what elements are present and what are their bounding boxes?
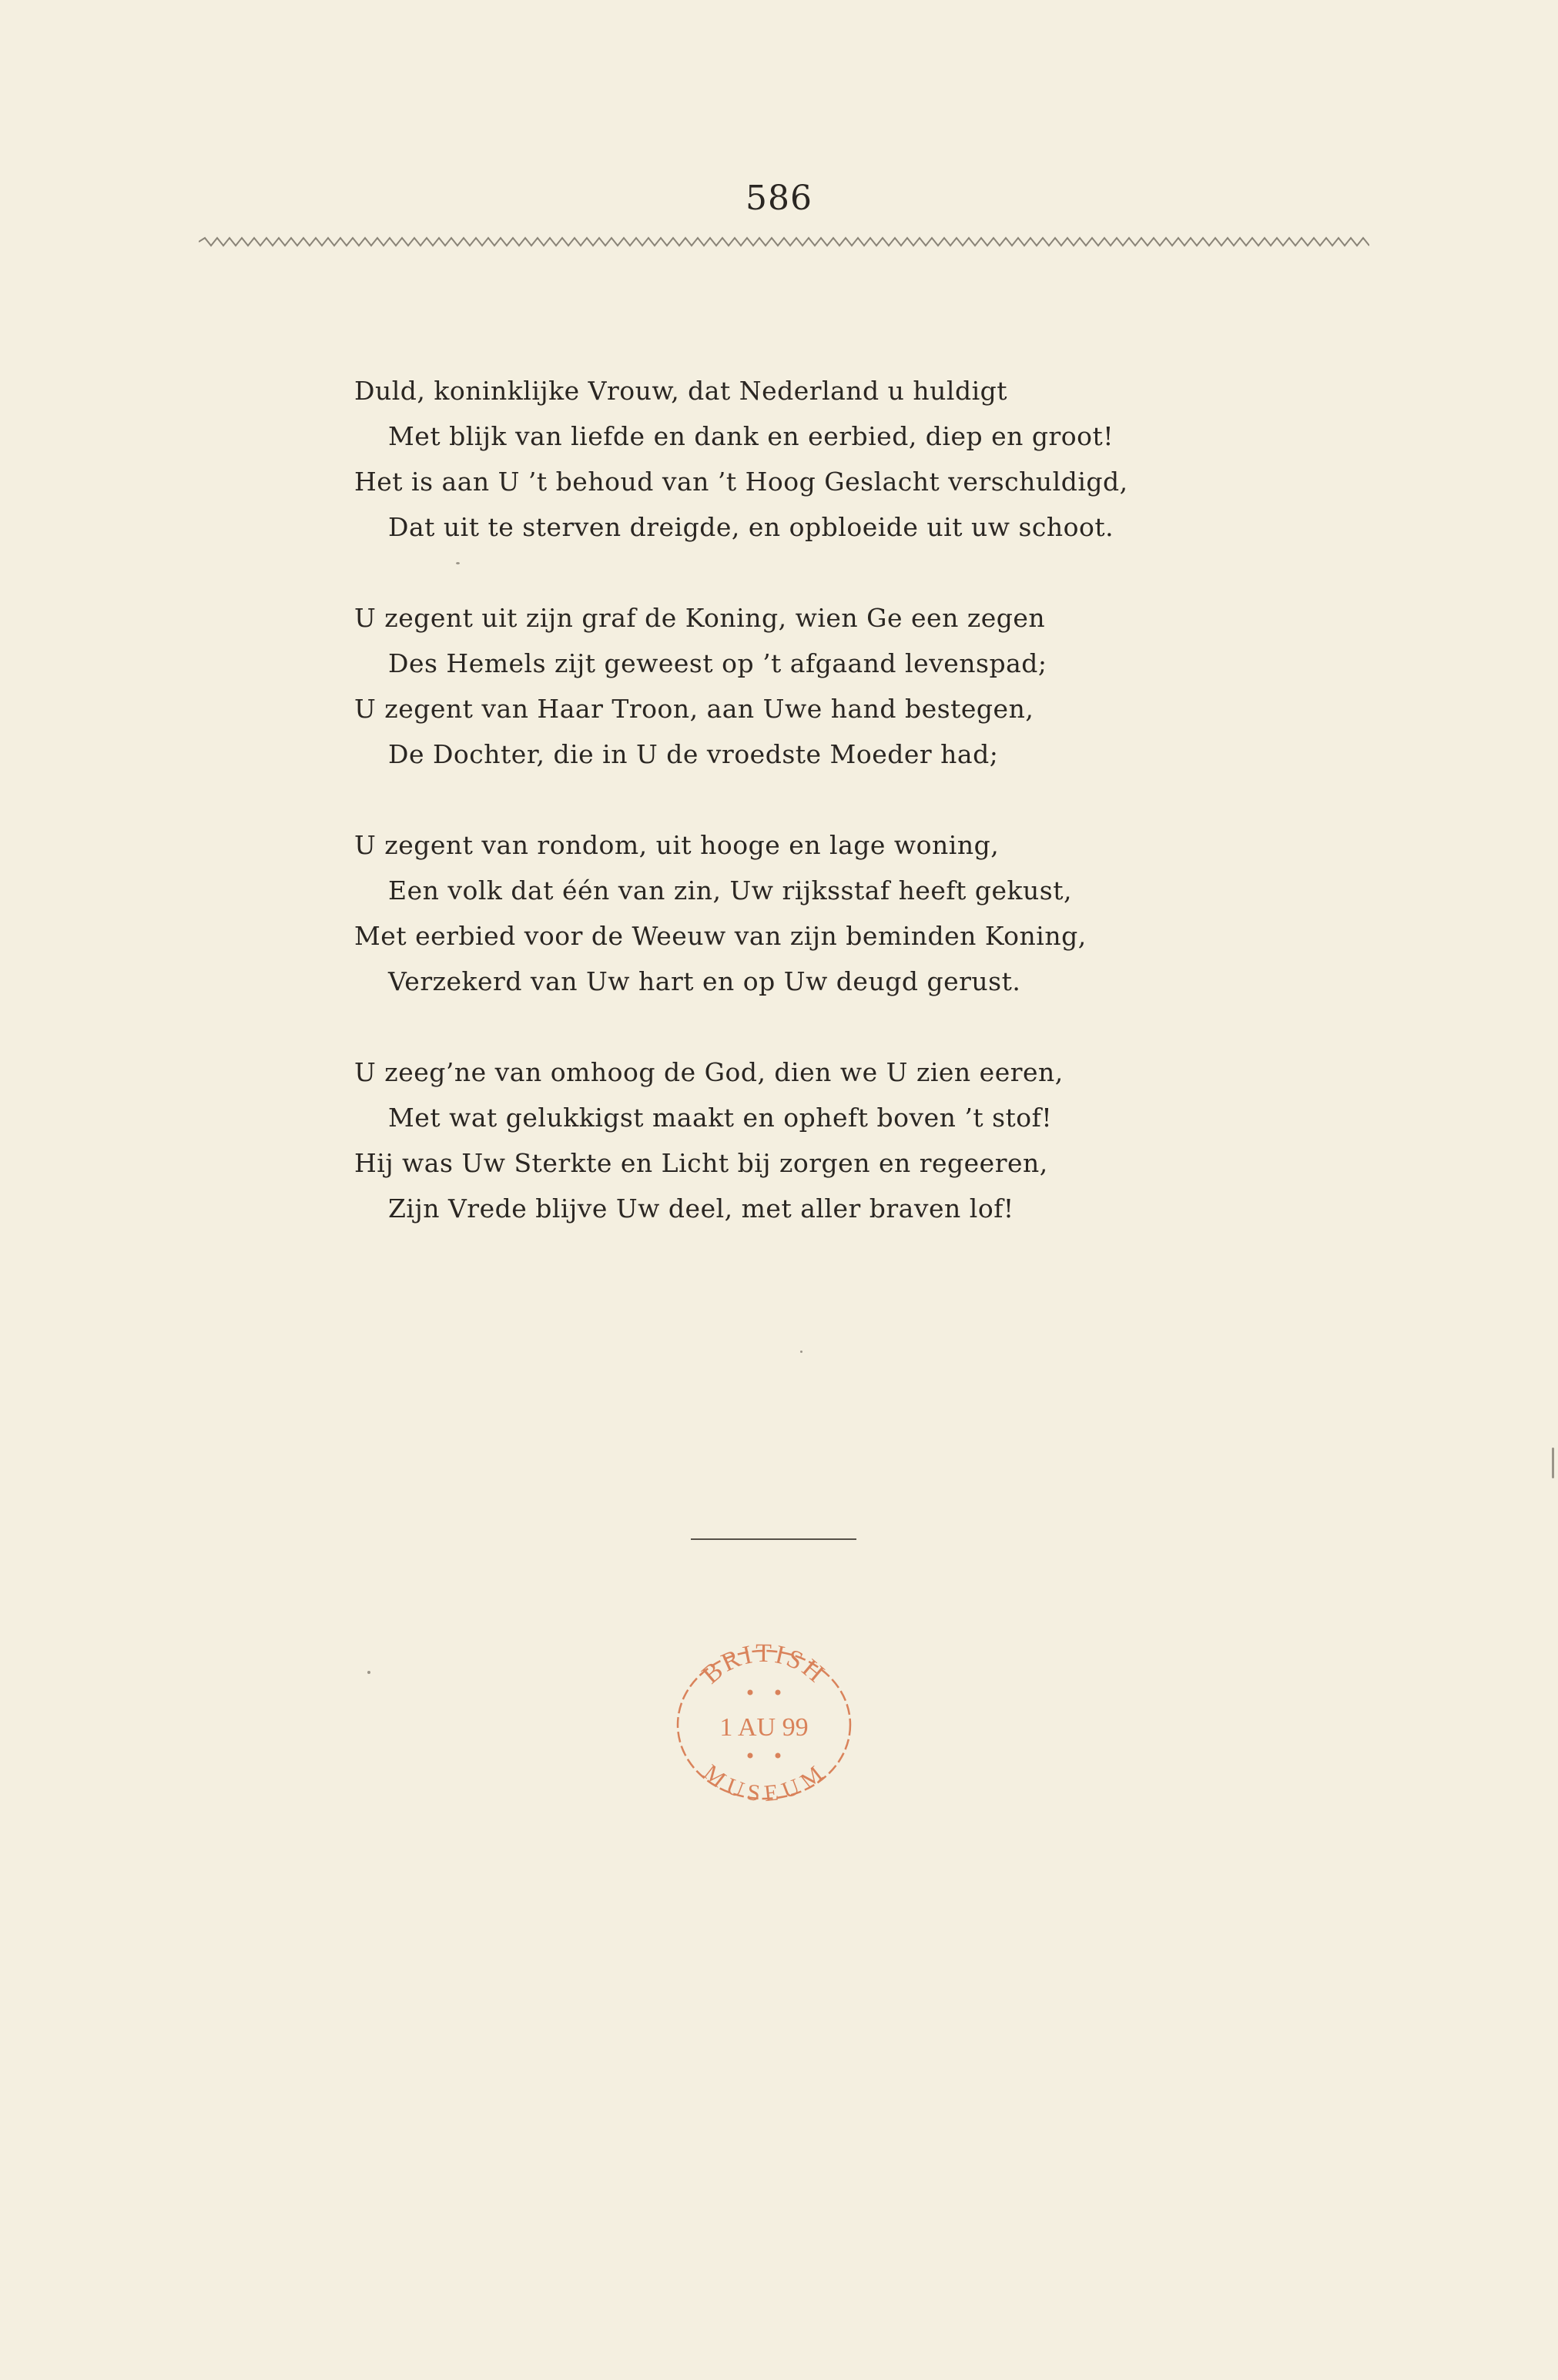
stamp-bottom-text: MUSEUM — [699, 1759, 829, 1807]
paper-speck — [456, 562, 460, 564]
poem-line: Met blijk van liefde en dank en eerbied, diep en groot! — [388, 421, 1114, 451]
stamp-top-text: BRITISH — [696, 1639, 832, 1690]
poem-line: U zegent van rondom, uit hooge en lage woning, — [354, 830, 1000, 860]
poem-line: Met eerbied voor de Weeuw van zijn beminden Koning, — [354, 921, 1087, 951]
poem — [354, 368, 1248, 1277]
poem-line: U zegent van Haar Troon, aan Uwe hand bestegen, — [354, 694, 1034, 724]
paper-speck — [800, 1351, 802, 1353]
poem-line: Zijn Vrede blijve Uw deel, met aller braven lof! — [388, 1193, 1014, 1223]
wavy-rule-divider — [199, 234, 1369, 249]
paper-speck — [367, 1671, 370, 1674]
poem-line: Hij was Uw Sterkte en Licht bij zorgen en regeeren, — [354, 1148, 1048, 1178]
poem-line: De Dochter, die in U de vroedste Moeder had; — [388, 739, 999, 769]
stanza — [354, 1049, 1248, 1231]
paper-speck — [1552, 1448, 1554, 1478]
end-rule — [691, 1538, 856, 1540]
stamp-date: 1 AU 99 — [719, 1713, 809, 1742]
british-museum-stamp — [664, 1639, 864, 1808]
page-number: 586 — [745, 179, 813, 218]
poem-line: U zegent uit zijn graf de Koning, wien Ge een zegen — [354, 603, 1046, 633]
stanza — [354, 595, 1248, 777]
stanza — [354, 822, 1248, 1004]
poem-line: Duld, koninklijke Vrouw, dat Nederland u huldigt — [354, 376, 1008, 406]
poem-line: Het is aan U ’t behoud van ’t Hoog Geslacht verschuldigd, — [354, 467, 1128, 497]
poem-line: Dat uit te sterven dreigde, en opbloeide uit uw schoot. — [388, 512, 1114, 542]
stanza — [354, 368, 1248, 550]
poem-line: Een volk dat één van zin, Uw rijksstaf heeft gekust, — [388, 875, 1072, 905]
poem-line: U zeeg’ne van omhoog de God, dien we U zien eeren, — [354, 1057, 1064, 1087]
svg-text:BRITISH — [697, 1639, 831, 1689]
poem-line: Verzekerd van Uw hart en op Uw deugd gerust. — [388, 966, 1021, 996]
poem-line: Met wat gelukkigst maakt en opheft boven ’t stof! — [388, 1103, 1053, 1133]
poem-line: Des Hemels zijt geweest op ’t afgaand levenspad; — [388, 648, 1047, 678]
